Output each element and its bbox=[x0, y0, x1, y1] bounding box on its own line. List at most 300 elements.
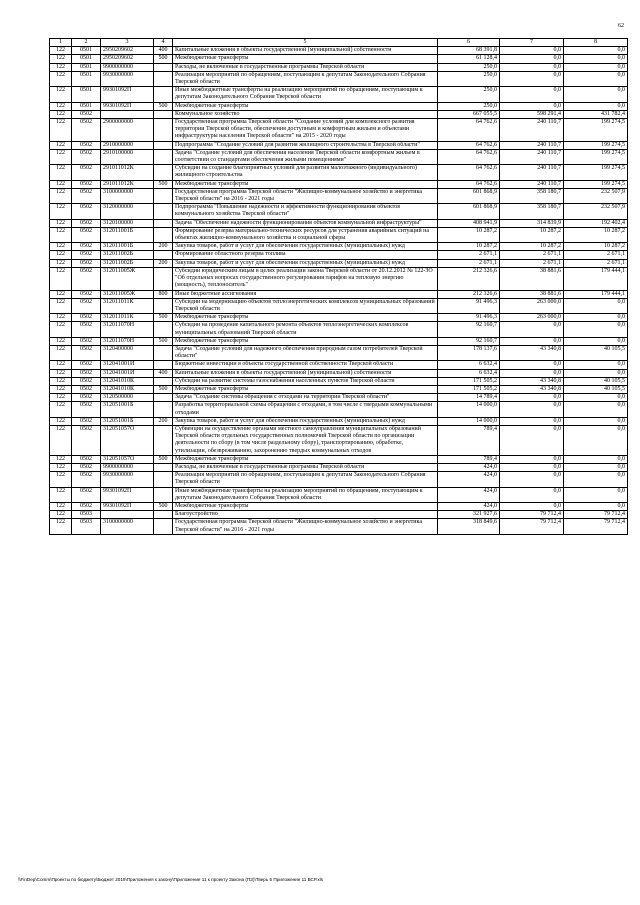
admin-code-cell: 122 bbox=[50, 180, 72, 188]
target-article-cell: 99301092П bbox=[101, 502, 154, 510]
amount-2019-cell: 171 505,2 bbox=[438, 377, 500, 385]
amount-2021-cell: 192 402,4 bbox=[564, 219, 628, 227]
amount-2019-cell: 64 762,6 bbox=[438, 119, 500, 142]
section-code-cell: 0502 bbox=[72, 402, 101, 417]
target-article-cell: 99301092П bbox=[101, 87, 154, 102]
admin-code-cell: 122 bbox=[50, 394, 72, 402]
section-code-cell: 0502 bbox=[72, 455, 101, 463]
table-row bbox=[50, 165, 628, 180]
section-code-cell: 0502 bbox=[72, 298, 101, 313]
amount-2021-cell: 0,0 bbox=[564, 394, 628, 402]
target-article-cell: 312011070Н bbox=[101, 337, 154, 345]
amount-2020-cell: 10 287,2 bbox=[500, 227, 564, 242]
table-row bbox=[50, 394, 628, 402]
amount-2020-cell: 0,0 bbox=[500, 502, 564, 510]
amount-2021-cell: 199 274,5 bbox=[564, 165, 628, 180]
amount-2019-cell: 14 000,0 bbox=[438, 417, 500, 425]
table-row bbox=[50, 141, 628, 149]
expense-type-cell: 800 bbox=[154, 290, 173, 298]
admin-code-cell: 122 bbox=[50, 55, 72, 63]
amount-2019-cell: 667 055,5 bbox=[438, 110, 500, 118]
expense-type-cell bbox=[154, 519, 173, 534]
expense-type-cell bbox=[154, 298, 173, 313]
amount-2020-cell: 240 110,7 bbox=[500, 165, 564, 180]
table-row bbox=[50, 102, 628, 110]
section-code-cell: 0502 bbox=[72, 204, 101, 219]
amount-2021-cell: 0,0 bbox=[564, 71, 628, 86]
amount-2020-cell: 0,0 bbox=[500, 472, 564, 487]
amount-2019-cell: 91 496,3 bbox=[438, 314, 500, 322]
section-code-cell: 0502 bbox=[72, 227, 101, 242]
amount-2020-cell: 0,0 bbox=[500, 102, 564, 110]
table-row bbox=[50, 290, 628, 298]
amount-2020-cell: 240 110,7 bbox=[500, 141, 564, 149]
description-cell: Разработка территориальной схемы обращения с отходами, в том числе с твердыми коммунальными отходами bbox=[173, 402, 438, 417]
amount-2020-cell: 0,0 bbox=[500, 87, 564, 102]
amount-2021-cell: 0,0 bbox=[564, 361, 628, 369]
amount-2020-cell: 38 881,6 bbox=[500, 290, 564, 298]
expense-type-cell bbox=[154, 394, 173, 402]
section-code-cell: 0501 bbox=[72, 102, 101, 110]
section-code-cell: 0501 bbox=[72, 55, 101, 63]
description-cell: Субсидии на развитие системы газоснабжения населенных пунктов Тверской области bbox=[173, 377, 438, 385]
section-code-cell: 0502 bbox=[72, 141, 101, 149]
header-cell: 2 bbox=[72, 39, 101, 47]
amount-2019-cell: 424,0 bbox=[438, 463, 500, 471]
target-article-cell: 99301092П bbox=[101, 102, 154, 110]
table-row bbox=[50, 337, 628, 345]
section-code-cell: 0502 bbox=[72, 345, 101, 360]
table-row bbox=[50, 487, 628, 502]
table-row bbox=[50, 314, 628, 322]
description-cell: Межбюджетные трансферты bbox=[173, 180, 438, 188]
admin-code-cell: 122 bbox=[50, 314, 72, 322]
expense-type-cell: 400 bbox=[154, 47, 173, 55]
target-article-cell: 312051057О bbox=[101, 455, 154, 463]
expense-type-cell bbox=[154, 63, 173, 71]
admin-code-cell: 122 bbox=[50, 165, 72, 180]
expense-type-cell: 500 bbox=[154, 337, 173, 345]
expense-type-cell: 500 bbox=[154, 502, 173, 510]
amount-2021-cell: 40 105,5 bbox=[564, 377, 628, 385]
target-article-cell: 3120100000 bbox=[101, 219, 154, 227]
expense-type-cell bbox=[154, 71, 173, 86]
header-cell: 6 bbox=[438, 39, 500, 47]
admin-code-cell: 122 bbox=[50, 337, 72, 345]
table-row bbox=[50, 361, 628, 369]
target-article-cell: 312011005Ж bbox=[101, 290, 154, 298]
target-article-cell: 2910000000 bbox=[101, 141, 154, 149]
amount-2021-cell: 0,0 bbox=[564, 47, 628, 55]
section-code-cell: 0502 bbox=[72, 472, 101, 487]
amount-2020-cell: 358 180,7 bbox=[500, 188, 564, 203]
description-cell: Капитальные вложения в объекты государственной (муниципальной) собственности bbox=[173, 369, 438, 377]
header-row bbox=[50, 39, 628, 47]
amount-2020-cell: 43 340,8 bbox=[500, 385, 564, 393]
target-article-cell: 312041001И bbox=[101, 369, 154, 377]
description-cell: Иные бюджетные ассигнования bbox=[173, 290, 438, 298]
table-row bbox=[50, 180, 628, 188]
amount-2020-cell: 0,0 bbox=[500, 417, 564, 425]
amount-2021-cell: 0,0 bbox=[564, 102, 628, 110]
admin-code-cell: 122 bbox=[50, 259, 72, 267]
table-row bbox=[50, 110, 628, 118]
description-cell: Межбюджетные трансферты bbox=[173, 455, 438, 463]
amount-2021-cell: 0,0 bbox=[564, 455, 628, 463]
amount-2021-cell: 2 671,1 bbox=[564, 259, 628, 267]
expense-type-cell bbox=[154, 141, 173, 149]
table-row bbox=[50, 519, 628, 534]
table-row bbox=[50, 251, 628, 259]
expense-type-cell: 200 bbox=[154, 417, 173, 425]
amount-2021-cell: 10 287,2 bbox=[564, 243, 628, 251]
amount-2019-cell: 789,4 bbox=[438, 425, 500, 455]
amount-2020-cell: 0,0 bbox=[500, 71, 564, 86]
description-cell: Закупка товаров, работ и услуг для обеспечения государственных (муниципальных) нужд bbox=[173, 243, 438, 251]
amount-2020-cell: 0,0 bbox=[500, 361, 564, 369]
target-article-cell: 312041010К bbox=[101, 377, 154, 385]
amount-2021-cell: 0,0 bbox=[564, 402, 628, 417]
table-row bbox=[50, 55, 628, 63]
admin-code-cell: 122 bbox=[50, 345, 72, 360]
amount-2019-cell: 424,0 bbox=[438, 502, 500, 510]
amount-2019-cell: 789,4 bbox=[438, 455, 500, 463]
section-code-cell: 0503 bbox=[72, 511, 101, 519]
amount-2021-cell: 10 287,2 bbox=[564, 227, 628, 242]
amount-2021-cell: 199 274,5 bbox=[564, 119, 628, 142]
section-code-cell: 0502 bbox=[72, 149, 101, 164]
section-code-cell: 0502 bbox=[72, 502, 101, 510]
target-article-cell: 312051001Б bbox=[101, 402, 154, 417]
target-article-cell: 312011005Ж bbox=[101, 267, 154, 290]
amount-2021-cell: 232 507,9 bbox=[564, 204, 628, 219]
description-cell: Бюджетные инвестиции в объекты государственной собственности Тверской области bbox=[173, 361, 438, 369]
amount-2019-cell: 14 000,0 bbox=[438, 402, 500, 417]
description-cell: Субсидии на создание благоприятных условий для развития малоэтажного (индивидуального) жилищного строительства bbox=[173, 165, 438, 180]
table-row bbox=[50, 259, 628, 267]
admin-code-cell: 122 bbox=[50, 472, 72, 487]
description-cell: Закупка товаров, работ и услуг для обеспечения государственных (муниципальных) нужд bbox=[173, 417, 438, 425]
amount-2021-cell: 79 712,4 bbox=[564, 511, 628, 519]
section-code-cell: 0501 bbox=[72, 71, 101, 86]
description-cell: Межбюджетные трансферты bbox=[173, 337, 438, 345]
amount-2019-cell: 601 868,9 bbox=[438, 204, 500, 219]
amount-2020-cell: 263 000,0 bbox=[500, 314, 564, 322]
expense-type-cell bbox=[154, 87, 173, 102]
amount-2021-cell: 179 444,1 bbox=[564, 290, 628, 298]
description-cell: Межбюджетные трансферты bbox=[173, 55, 438, 63]
description-cell: Субсидии на проведение капитального ремонта объектов теплоэнергетических комплексов муниципальных образований Тверской области bbox=[173, 322, 438, 337]
expense-type-cell bbox=[154, 165, 173, 180]
admin-code-cell: 122 bbox=[50, 267, 72, 290]
amount-2019-cell: 64 762,6 bbox=[438, 149, 500, 164]
admin-code-cell: 122 bbox=[50, 463, 72, 471]
section-code-cell: 0502 bbox=[72, 463, 101, 471]
table-row bbox=[50, 377, 628, 385]
description-cell: Благоустройство bbox=[173, 511, 438, 519]
admin-code-cell: 122 bbox=[50, 243, 72, 251]
description-cell: Задача "Создание условий для обеспечения населения Тверской области комфортным жильем в соответствии со стандартами обеспечения жилыми помещениями" bbox=[173, 149, 438, 164]
description-cell: Субсидии юридическим лицам в целях реализации закона Тверской области от 20.12.2012 № 122-ЗО "Об отдельных вопросах государственного регулирования тарифов на тепловую энергию (мощность), теплоноситель" bbox=[173, 267, 438, 290]
table-row bbox=[50, 502, 628, 510]
table-row bbox=[50, 119, 628, 142]
amount-2020-cell: 38 881,6 bbox=[500, 267, 564, 290]
amount-2021-cell: 431 782,4 bbox=[564, 110, 628, 118]
table-row bbox=[50, 472, 628, 487]
amount-2021-cell: 40 105,5 bbox=[564, 345, 628, 360]
section-code-cell: 0501 bbox=[72, 63, 101, 71]
amount-2019-cell: 92 160,7 bbox=[438, 322, 500, 337]
amount-2021-cell: 0,0 bbox=[564, 87, 628, 102]
description-cell: Межбюджетные трансферты bbox=[173, 385, 438, 393]
table-row bbox=[50, 385, 628, 393]
amount-2020-cell: 240 110,7 bbox=[500, 119, 564, 142]
admin-code-cell: 122 bbox=[50, 417, 72, 425]
section-code-cell: 0502 bbox=[72, 385, 101, 393]
description-cell: Задача "Создание условий для надежного обеспечения природным газом потребителей Тверской области" bbox=[173, 345, 438, 360]
admin-code-cell: 122 bbox=[50, 149, 72, 164]
table-row bbox=[50, 417, 628, 425]
expense-type-cell bbox=[154, 463, 173, 471]
amount-2019-cell: 212 326,6 bbox=[438, 290, 500, 298]
section-code-cell: 0502 bbox=[72, 314, 101, 322]
section-code-cell: 0502 bbox=[72, 110, 101, 118]
amount-2021-cell: 0,0 bbox=[564, 425, 628, 455]
amount-2021-cell: 0,0 bbox=[564, 322, 628, 337]
admin-code-cell: 122 bbox=[50, 119, 72, 142]
admin-code-cell: 122 bbox=[50, 102, 72, 110]
target-article-cell: 3120400000 bbox=[101, 345, 154, 360]
target-article-cell: 312041001И bbox=[101, 361, 154, 369]
description-cell: Формирование областного резерва топлива bbox=[173, 251, 438, 259]
table-row bbox=[50, 322, 628, 337]
target-article-cell: 312011002Б bbox=[101, 259, 154, 267]
target-article-cell: 2950209602 bbox=[101, 47, 154, 55]
admin-code-cell: 122 bbox=[50, 71, 72, 86]
expense-type-cell: 500 bbox=[154, 180, 173, 188]
target-article-cell: 3100000000 bbox=[101, 519, 154, 534]
budget-table bbox=[49, 38, 628, 535]
amount-2021-cell: 199 274,5 bbox=[564, 180, 628, 188]
expense-type-cell bbox=[154, 219, 173, 227]
target-article-cell: 291011012К bbox=[101, 180, 154, 188]
description-cell: Иные межбюджетные трансферты на реализацию мероприятий по обращениям, поступающим к депутатам Законодательного Собрания Тверской области bbox=[173, 487, 438, 502]
amount-2021-cell: 2 671,1 bbox=[564, 251, 628, 259]
admin-code-cell: 122 bbox=[50, 511, 72, 519]
expense-type-cell bbox=[154, 472, 173, 487]
expense-type-cell bbox=[154, 251, 173, 259]
section-code-cell: 0502 bbox=[72, 487, 101, 502]
description-cell: Межбюджетные трансферты bbox=[173, 502, 438, 510]
expense-type-cell bbox=[154, 487, 173, 502]
description-cell: Субвенции на осуществление органами местного самоуправления муниципальных образований Тверской области отдельных государственных полномочий Тверской области по организации деятельности по сбору (в том числе раздельному сбору), транспортированию, обработке, утилизации, обезвреживанию, захоронению твердых коммунальных отходов bbox=[173, 425, 438, 455]
amount-2020-cell: 0,0 bbox=[500, 47, 564, 55]
admin-code-cell: 122 bbox=[50, 63, 72, 71]
expense-type-cell bbox=[154, 227, 173, 242]
amount-2019-cell: 92 160,7 bbox=[438, 337, 500, 345]
section-code-cell: 0502 bbox=[72, 165, 101, 180]
section-code-cell: 0502 bbox=[72, 394, 101, 402]
description-cell: Задача "Обеспечение надежности функционирования объектов коммунальной инфраструктуры" bbox=[173, 219, 438, 227]
amount-2019-cell: 212 326,6 bbox=[438, 267, 500, 290]
amount-2021-cell: 0,0 bbox=[564, 369, 628, 377]
expense-type-cell: 500 bbox=[154, 55, 173, 63]
admin-code-cell: 122 bbox=[50, 290, 72, 298]
amount-2020-cell: 598 291,4 bbox=[500, 110, 564, 118]
amount-2020-cell: 10 287,2 bbox=[500, 243, 564, 251]
table-row bbox=[50, 463, 628, 471]
section-code-cell: 0502 bbox=[72, 377, 101, 385]
section-code-cell: 0502 bbox=[72, 369, 101, 377]
admin-code-cell: 122 bbox=[50, 377, 72, 385]
description-cell: Межбюджетные трансферты bbox=[173, 102, 438, 110]
expense-type-cell bbox=[154, 110, 173, 118]
amount-2019-cell: 14 789,4 bbox=[438, 394, 500, 402]
target-article-cell bbox=[101, 110, 154, 118]
expense-type-cell bbox=[154, 345, 173, 360]
description-cell: Коммунальное хозяйство bbox=[173, 110, 438, 118]
table-row bbox=[50, 219, 628, 227]
expense-type-cell bbox=[154, 204, 173, 219]
target-article-cell: 2950209602 bbox=[101, 55, 154, 63]
amount-2019-cell: 424,0 bbox=[438, 472, 500, 487]
target-article-cell: 312041010К bbox=[101, 385, 154, 393]
amount-2019-cell: 2 671,1 bbox=[438, 251, 500, 259]
admin-code-cell: 122 bbox=[50, 204, 72, 219]
amount-2019-cell: 250,0 bbox=[438, 63, 500, 71]
admin-code-cell: 122 bbox=[50, 385, 72, 393]
amount-2021-cell: 199 274,5 bbox=[564, 141, 628, 149]
table-row bbox=[50, 267, 628, 290]
amount-2020-cell: 2 671,1 bbox=[500, 259, 564, 267]
admin-code-cell: 122 bbox=[50, 369, 72, 377]
amount-2020-cell: 0,0 bbox=[500, 369, 564, 377]
expense-type-cell: 500 bbox=[154, 102, 173, 110]
amount-2020-cell: 0,0 bbox=[500, 55, 564, 63]
description-cell: Задача "Создание системы обращения с отходами на территории Тверской области" bbox=[173, 394, 438, 402]
amount-2020-cell: 43 340,8 bbox=[500, 345, 564, 360]
table-row bbox=[50, 455, 628, 463]
admin-code-cell: 122 bbox=[50, 87, 72, 102]
amount-2019-cell: 321 927,6 bbox=[438, 511, 500, 519]
amount-2021-cell: 40 105,5 bbox=[564, 385, 628, 393]
amount-2020-cell: 0,0 bbox=[500, 425, 564, 455]
target-article-cell: 312011011К bbox=[101, 314, 154, 322]
admin-code-cell: 122 bbox=[50, 219, 72, 227]
table-row bbox=[50, 425, 628, 455]
target-article-cell: 3120500000 bbox=[101, 394, 154, 402]
amount-2019-cell: 601 868,9 bbox=[438, 188, 500, 203]
amount-2019-cell: 10 287,2 bbox=[438, 243, 500, 251]
amount-2021-cell: 79 712,4 bbox=[564, 519, 628, 534]
admin-code-cell: 122 bbox=[50, 110, 72, 118]
description-cell: Капитальные вложения в объекты государственной (муниципальной) собственности bbox=[173, 47, 438, 55]
expense-type-cell: 500 bbox=[154, 455, 173, 463]
table-row bbox=[50, 243, 628, 251]
admin-code-cell: 122 bbox=[50, 361, 72, 369]
table-row bbox=[50, 345, 628, 360]
amount-2019-cell: 61 128,4 bbox=[438, 55, 500, 63]
amount-2020-cell: 0,0 bbox=[500, 463, 564, 471]
amount-2020-cell: 314 839,9 bbox=[500, 219, 564, 227]
section-code-cell: 0502 bbox=[72, 267, 101, 290]
table-row bbox=[50, 71, 628, 86]
expense-type-cell: 500 bbox=[154, 385, 173, 393]
section-code-cell: 0502 bbox=[72, 322, 101, 337]
amount-2021-cell: 0,0 bbox=[564, 472, 628, 487]
description-cell: Государственная программа Тверской области "Жилищно-коммунальное хозяйство и энергетика Тверской области" на 2016 - 2021 годы bbox=[173, 519, 438, 534]
table-row bbox=[50, 298, 628, 313]
description-cell: Государственная программа Тверской области "Создание условий для комплексного развития территории Тверской области, обеспечения доступным и комфортным жильем и объектами инфраструктуры населения Тверской области" на 2015 - 2020 годы bbox=[173, 119, 438, 142]
section-code-cell: 0502 bbox=[72, 251, 101, 259]
section-code-cell: 0501 bbox=[72, 87, 101, 102]
section-code-cell: 0502 bbox=[72, 219, 101, 227]
target-article-cell: 2910100000 bbox=[101, 149, 154, 164]
amount-2019-cell: 64 762,6 bbox=[438, 141, 500, 149]
table-row bbox=[50, 511, 628, 519]
amount-2021-cell: 0,0 bbox=[564, 337, 628, 345]
amount-2020-cell: 358 180,7 bbox=[500, 204, 564, 219]
header-cell: 8 bbox=[564, 39, 628, 47]
target-article-cell: 9900000000 bbox=[101, 63, 154, 71]
admin-code-cell: 122 bbox=[50, 322, 72, 337]
amount-2020-cell: 0,0 bbox=[500, 337, 564, 345]
description-cell: Расходы, не включенные в государственные программы Тверской области bbox=[173, 463, 438, 471]
amount-2021-cell: 0,0 bbox=[564, 463, 628, 471]
amount-2021-cell: 0,0 bbox=[564, 55, 628, 63]
expense-type-cell: 200 bbox=[154, 259, 173, 267]
section-code-cell: 0502 bbox=[72, 259, 101, 267]
description-cell: Формирование резерва материально-технических ресурсов для устранения аварийных ситуаций на объектах жилищно-коммунального хозяйства и социальной сферы bbox=[173, 227, 438, 242]
expense-type-cell: 400 bbox=[154, 369, 173, 377]
section-code-cell: 0502 bbox=[72, 188, 101, 203]
target-article-cell: 312051001Б bbox=[101, 417, 154, 425]
amount-2021-cell: 0,0 bbox=[564, 502, 628, 510]
target-article-cell: 9930000000 bbox=[101, 472, 154, 487]
target-article-cell: 312011001Б bbox=[101, 227, 154, 242]
admin-code-cell: 122 bbox=[50, 47, 72, 55]
amount-2020-cell: 240 110,7 bbox=[500, 180, 564, 188]
expense-type-cell bbox=[154, 425, 173, 455]
file-path-footer: \\FinDep\Comm\Проекты по бюджету\Бюджет 2019\Приложения к закону\Приложение 11 к проекту Закона (ПЗ)\Тверь 5 Приложение 11 ВСР.xls bbox=[18, 877, 323, 882]
description-cell: Реализация мероприятий по обращениям, поступающим к депутатам Законодательного Собрания Тверской области bbox=[173, 472, 438, 487]
section-code-cell: 0502 bbox=[72, 180, 101, 188]
section-code-cell: 0502 bbox=[72, 290, 101, 298]
amount-2021-cell: 0,0 bbox=[564, 298, 628, 313]
amount-2019-cell: 10 287,2 bbox=[438, 227, 500, 242]
description-cell: Межбюджетные трансферты bbox=[173, 314, 438, 322]
amount-2021-cell: 199 274,5 bbox=[564, 149, 628, 164]
expense-type-cell bbox=[154, 361, 173, 369]
amount-2019-cell: 408 941,9 bbox=[438, 219, 500, 227]
header-cell: 5 bbox=[173, 39, 438, 47]
admin-code-cell: 122 bbox=[50, 141, 72, 149]
admin-code-cell: 122 bbox=[50, 188, 72, 203]
amount-2019-cell: 64 762,6 bbox=[438, 180, 500, 188]
table-row bbox=[50, 87, 628, 102]
expense-type-cell bbox=[154, 402, 173, 417]
amount-2020-cell: 79 712,4 bbox=[500, 511, 564, 519]
table-row bbox=[50, 149, 628, 164]
amount-2019-cell: 250,0 bbox=[438, 71, 500, 86]
target-article-cell: 312011001Б bbox=[101, 243, 154, 251]
target-article-cell: 312011011К bbox=[101, 298, 154, 313]
description-cell: Расходы, не включенные в государственные программы Тверской области bbox=[173, 63, 438, 71]
admin-code-cell: 122 bbox=[50, 502, 72, 510]
target-article-cell: 99301092П bbox=[101, 487, 154, 502]
table-row bbox=[50, 63, 628, 71]
target-article-cell: 312011002Б bbox=[101, 251, 154, 259]
